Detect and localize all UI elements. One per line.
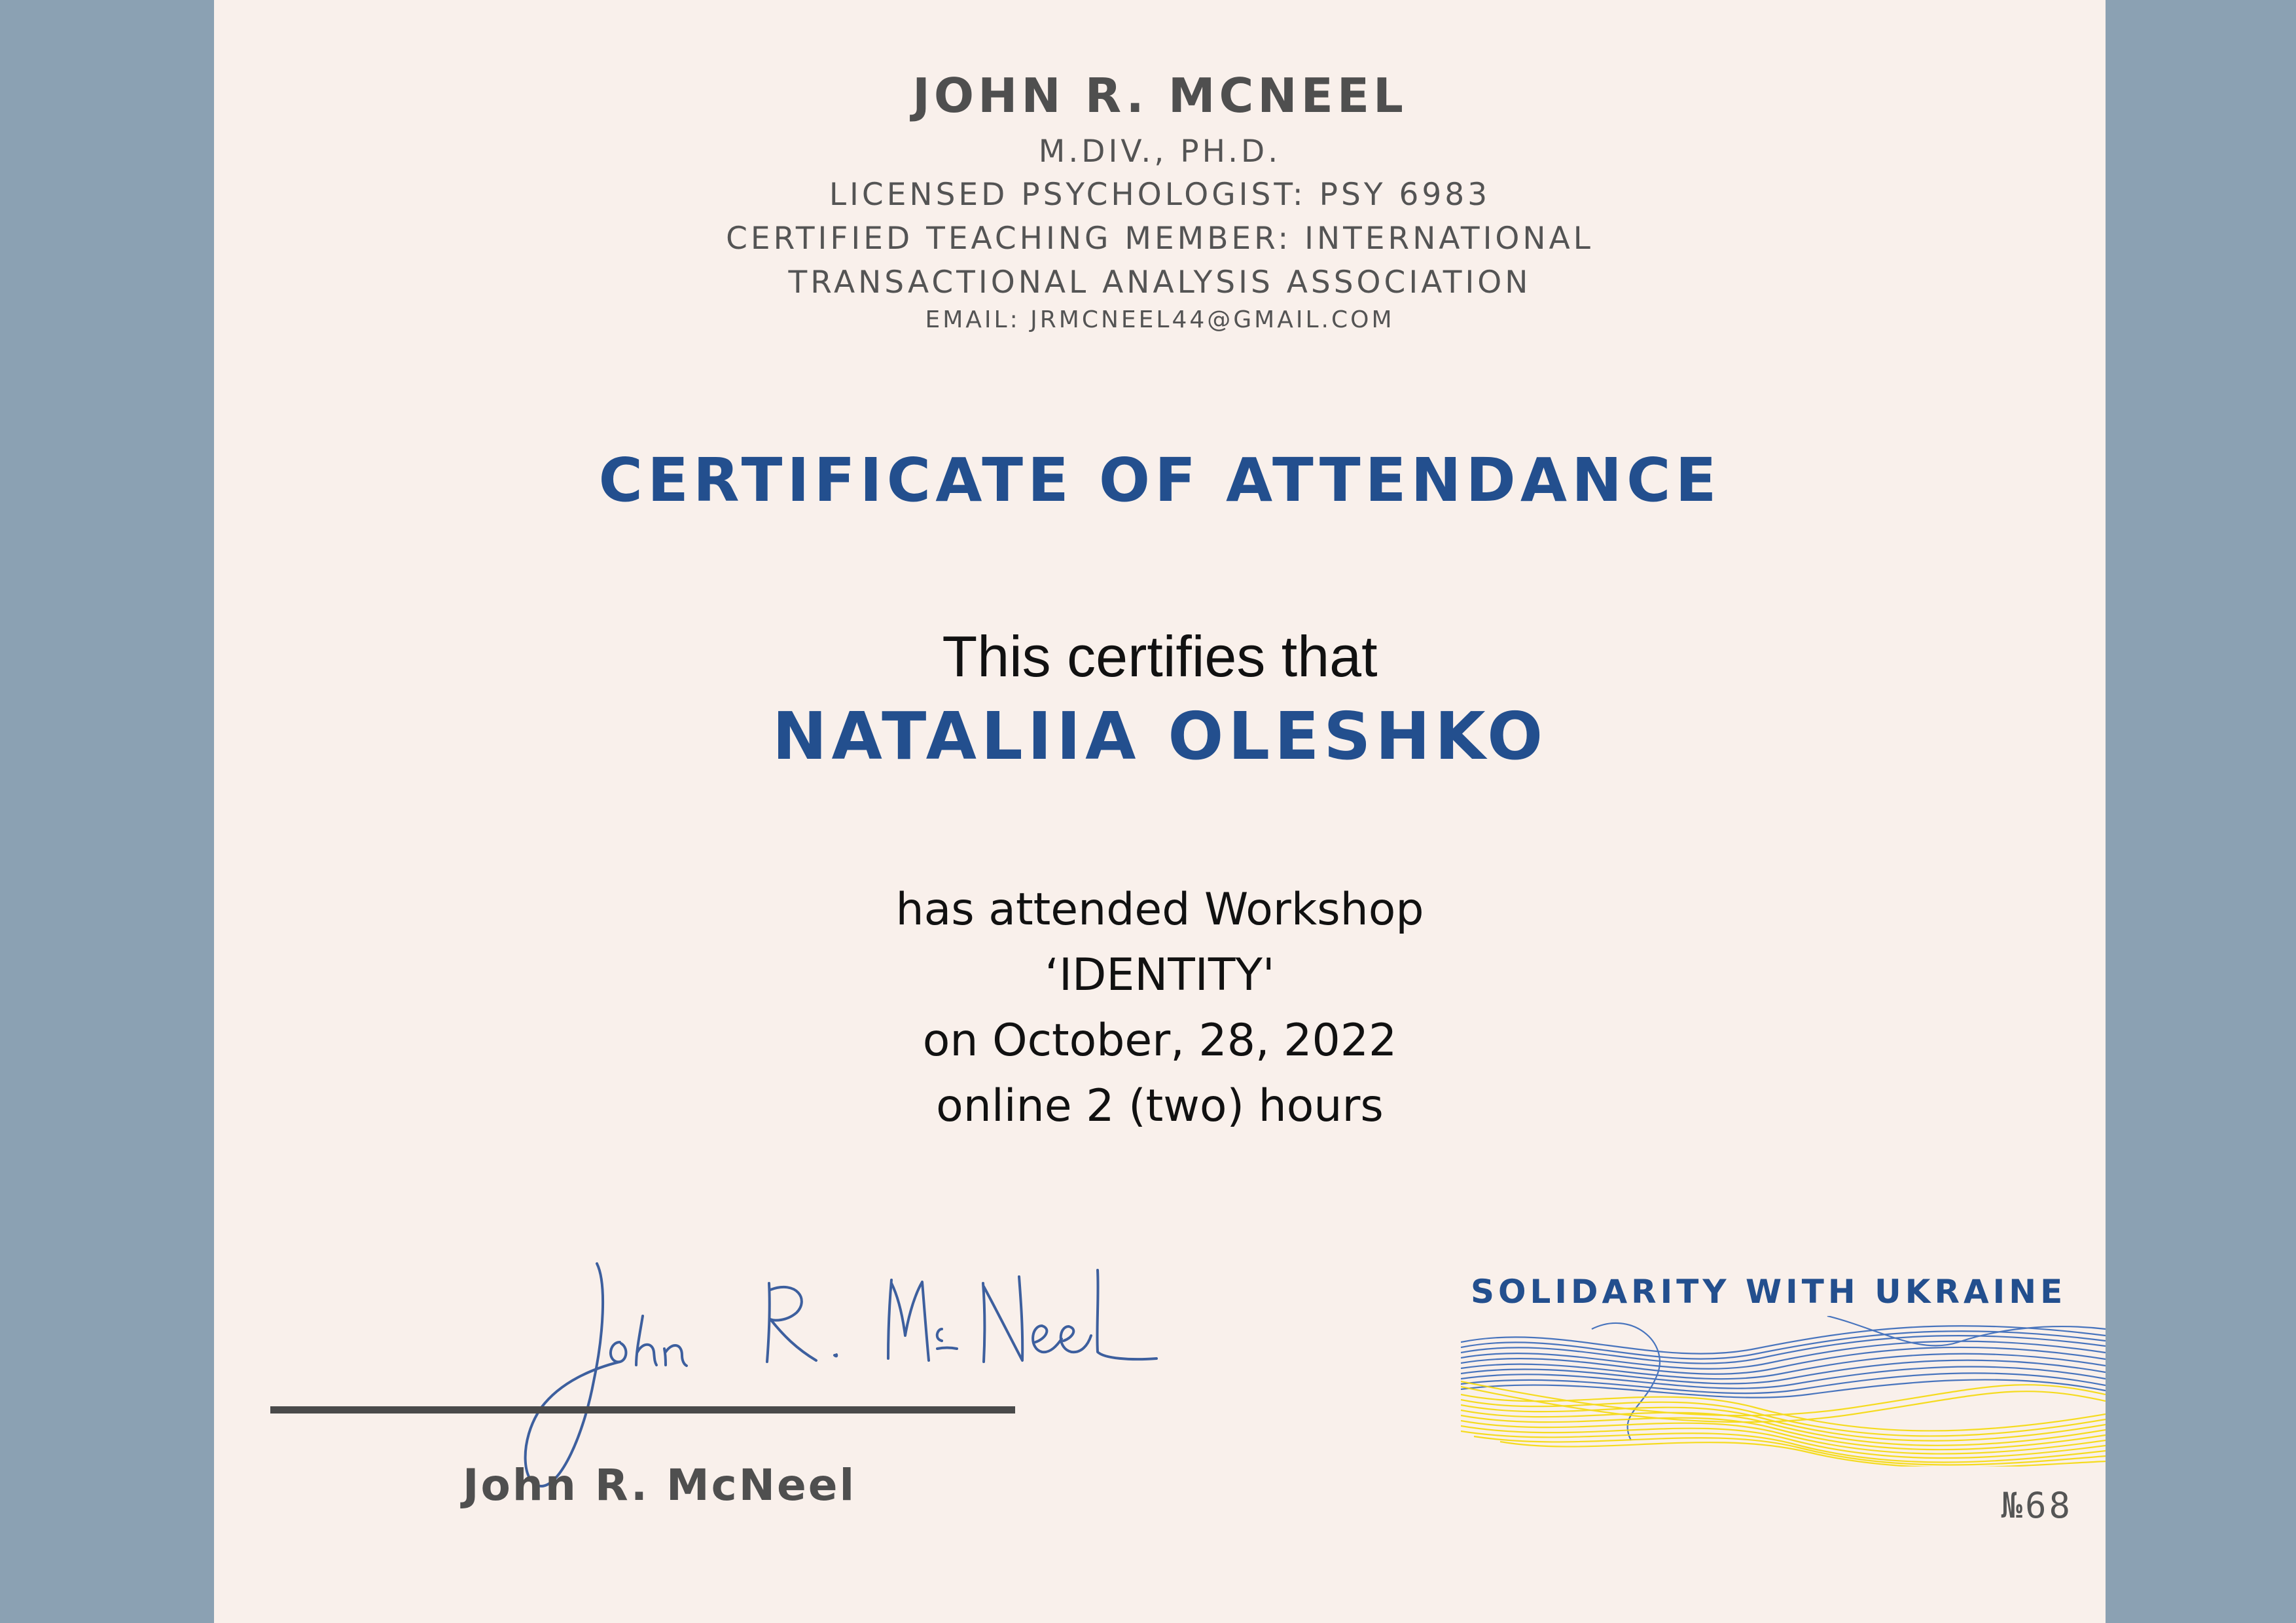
issuer-email: EMAIL: JRMCNEEL44@GMAIL.COM — [925, 306, 1395, 333]
solidarity-label: SOLIDARITY WITH UKRAINE — [1471, 1273, 2067, 1311]
detail-date: on October, 28, 2022 — [922, 1015, 1397, 1067]
ukraine-flag-wave-icon — [1461, 1316, 2106, 1467]
issuer-credential-membership: CERTIFIED TEACHING MEMBER: INTERNATIONAL — [726, 221, 1594, 257]
issuer-credential-association: TRANSACTIONAL ANALYSIS ASSOCIATION — [788, 264, 1532, 301]
certificate-sheet — [214, 0, 2106, 1623]
certificate-title: CERTIFICATE OF ATTENDANCE — [598, 445, 1721, 515]
signature-line — [270, 1406, 1015, 1413]
issuer-credential-license: LICENSED PSYCHOLOGIST: PSY 6983 — [829, 177, 1491, 213]
detail-workshop-name: ‘IDENTITY' — [1045, 949, 1275, 1001]
detail-attended: has attended Workshop — [895, 884, 1424, 936]
detail-duration: online 2 (two) hours — [936, 1080, 1384, 1132]
certifies-intro: This certifies that — [942, 624, 1378, 689]
issuer-credential-degree: M.DIV., PH.D. — [1038, 134, 1282, 170]
certificate-number: №68 — [2001, 1485, 2073, 1526]
issuer-name: JOHN R. MCNEEL — [912, 68, 1407, 123]
signer-printed-name: John R. McNeel — [463, 1460, 857, 1510]
recipient-name: NATALIIA OLESHKO — [772, 698, 1548, 775]
